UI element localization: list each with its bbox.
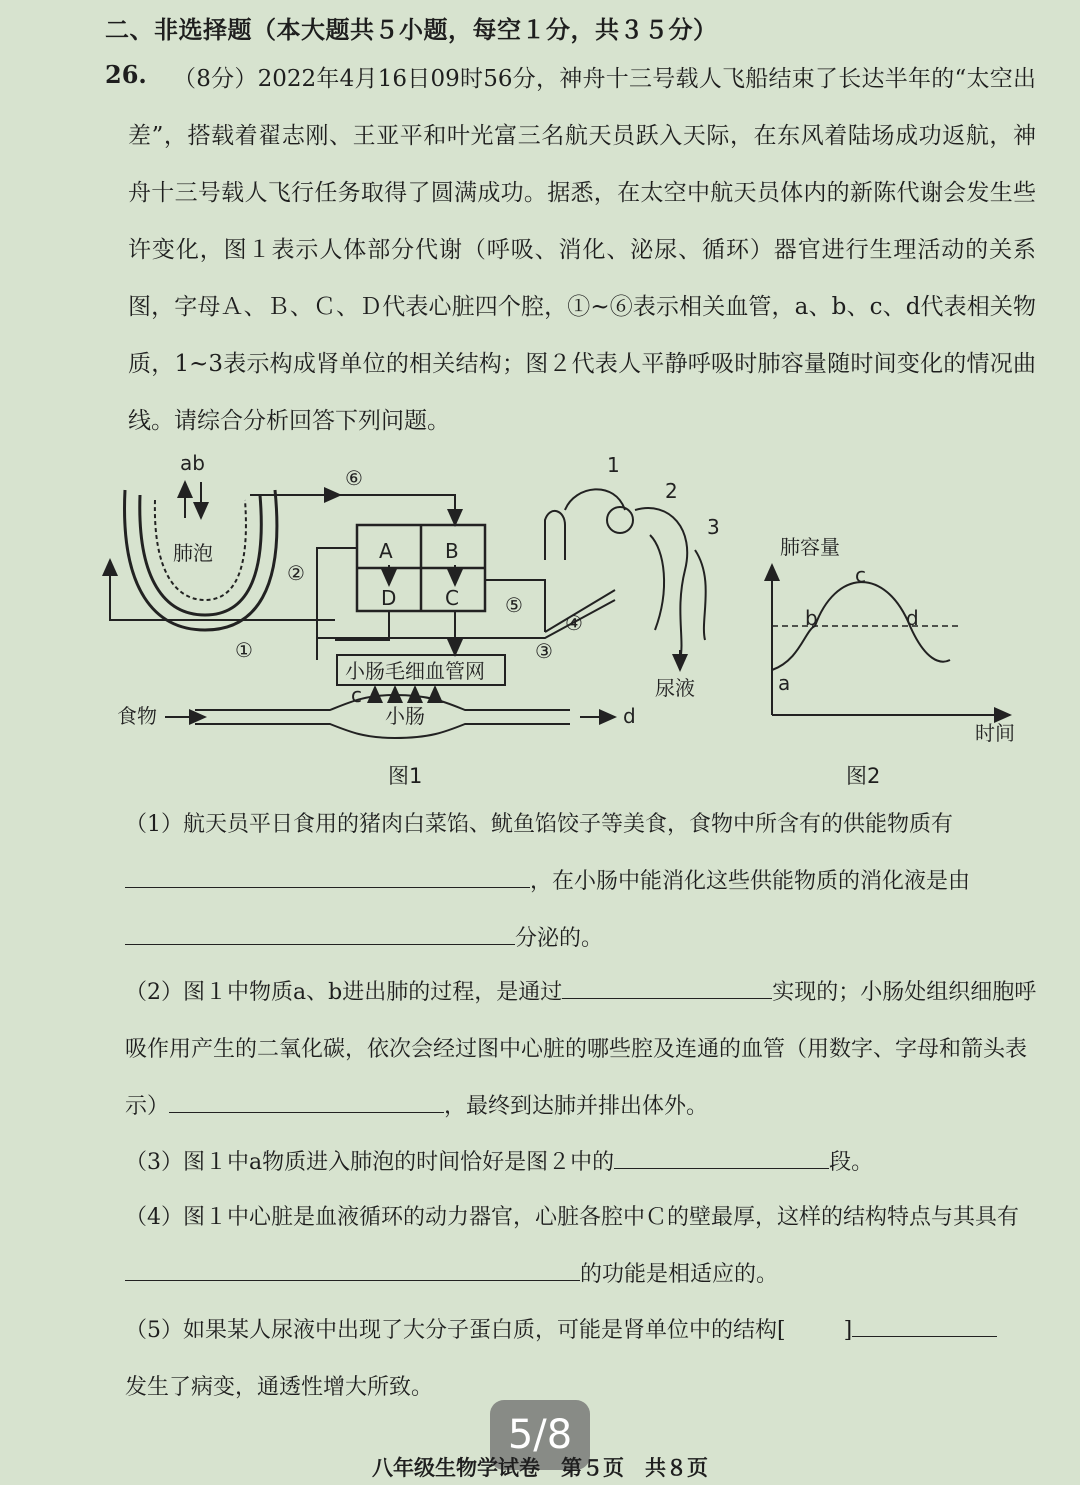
- label-3: 3: [707, 515, 720, 539]
- label-vessel-3: ③: [535, 639, 553, 663]
- label-d: d: [623, 704, 636, 728]
- answer-blank-2a[interactable]: [562, 972, 772, 999]
- label-2: 2: [665, 479, 678, 503]
- label-vessel-4: ④: [565, 611, 583, 635]
- intestine-shape: [195, 695, 570, 710]
- label-urine: 尿液: [655, 676, 695, 700]
- point-d: d: [906, 606, 919, 630]
- point-b: b: [805, 606, 818, 630]
- page-footer: 八年级生物学试卷 第５页 共８页: [372, 1455, 708, 1480]
- page-indicator-badge: 5/8: [490, 1400, 590, 1470]
- y-axis-label: 肺容量: [780, 535, 840, 559]
- answer-blank-4[interactable]: [125, 1254, 580, 1281]
- chamber-B: B: [445, 539, 459, 563]
- label-food: 食物: [117, 704, 157, 728]
- point-c: c: [855, 563, 866, 587]
- label-c: c: [351, 683, 362, 707]
- label-vessel-2: ②: [287, 561, 305, 585]
- answer-blank-1b[interactable]: [125, 918, 515, 945]
- question-number: 26.: [105, 60, 147, 89]
- question-stem: （8分）2022年4月16日09时56分，神舟十三号载人飞船结束了长达半年的“太空出差”，搭载着翟志刚、王亚平和叶光富三名航天员跃入天际，在东风着陆场成功返航，神舟十三号载人飞行任务取得了圆满成功。据悉，在太空中航天员体内的新陈代谢会发生些许变化，图１表示人体部分代谢（呼吸、消化、泌尿、循环）器官进行生理活动的关系图，字母Ａ、Ｂ、Ｃ、Ｄ代表心脏四个腔，①~⑥表示相关血管，a、b、c、d代表相关物质，1~3表示构成肾单位的相关结构；图２代表人平静呼吸时肺容量随时间变化的情况曲线。请综合分析回答下列问题。: [128, 66, 1036, 434]
- sub-question-2: （2）图１中物质a、b进出肺的过程，是通过 实现的；小肠处组织细胞呼吸作用产生的二氧化碳，依次会经过图中心脏的哪些腔及连通的血管（用数字、字母和箭头表示） ，最终到达肺并排出体外。: [125, 964, 1037, 1135]
- answer-blank-3[interactable]: [614, 1142, 829, 1169]
- figure-2-caption: 图2: [846, 764, 881, 788]
- chamber-D: D: [381, 586, 397, 610]
- chamber-A: A: [379, 539, 393, 563]
- figure-1-caption: 图1: [388, 764, 423, 788]
- sub-question-1: （1）航天员平日食用的猪肉白菜馅、鱿鱼馅饺子等美食，食物中所含有的供能物质有 ，在小肠中能消化这些供能物质的消化液是由 分泌的。: [125, 812, 971, 951]
- sub-question-5: （5）如果某人尿液中出现了大分子蛋白质，可能是肾单位中的结构[ ] 发生了病变，通透性增大所致。: [125, 1302, 1037, 1416]
- sub-question-3: （3）图１中a物质进入肺泡的时间恰好是图２中的 段。: [125, 1134, 1037, 1191]
- label-vessel-5: ⑤: [505, 593, 523, 617]
- label-alveolus: 肺泡: [173, 541, 213, 565]
- answer-blank-2b[interactable]: [169, 1086, 444, 1113]
- figure-2-chart: [760, 530, 1040, 750]
- chamber-C: C: [445, 586, 459, 610]
- label-1: 1: [607, 453, 620, 477]
- label-intestine: 小肠: [385, 704, 425, 728]
- label-ab: ab: [180, 451, 205, 475]
- sub-question-4: （4）图１中心脏是血液循环的动力器官，心脏各腔中Ｃ的壁最厚，这样的结构特点与其具有的功能是相适应的。: [125, 1205, 1020, 1287]
- x-axis-label: 时间: [975, 721, 1015, 745]
- label-vessel-1: ①: [235, 638, 253, 662]
- point-a: a: [778, 671, 791, 695]
- section-title: 二、非选择题（本大题共５小题，每空１分，共３５分）: [105, 15, 718, 44]
- label-vessel-6: ⑥: [345, 466, 363, 490]
- answer-blank-5[interactable]: [852, 1310, 997, 1337]
- figure-1-diagram: [95, 440, 745, 740]
- answer-blank-1a[interactable]: [125, 861, 530, 888]
- label-capillary: 小肠毛细血管网: [345, 659, 485, 683]
